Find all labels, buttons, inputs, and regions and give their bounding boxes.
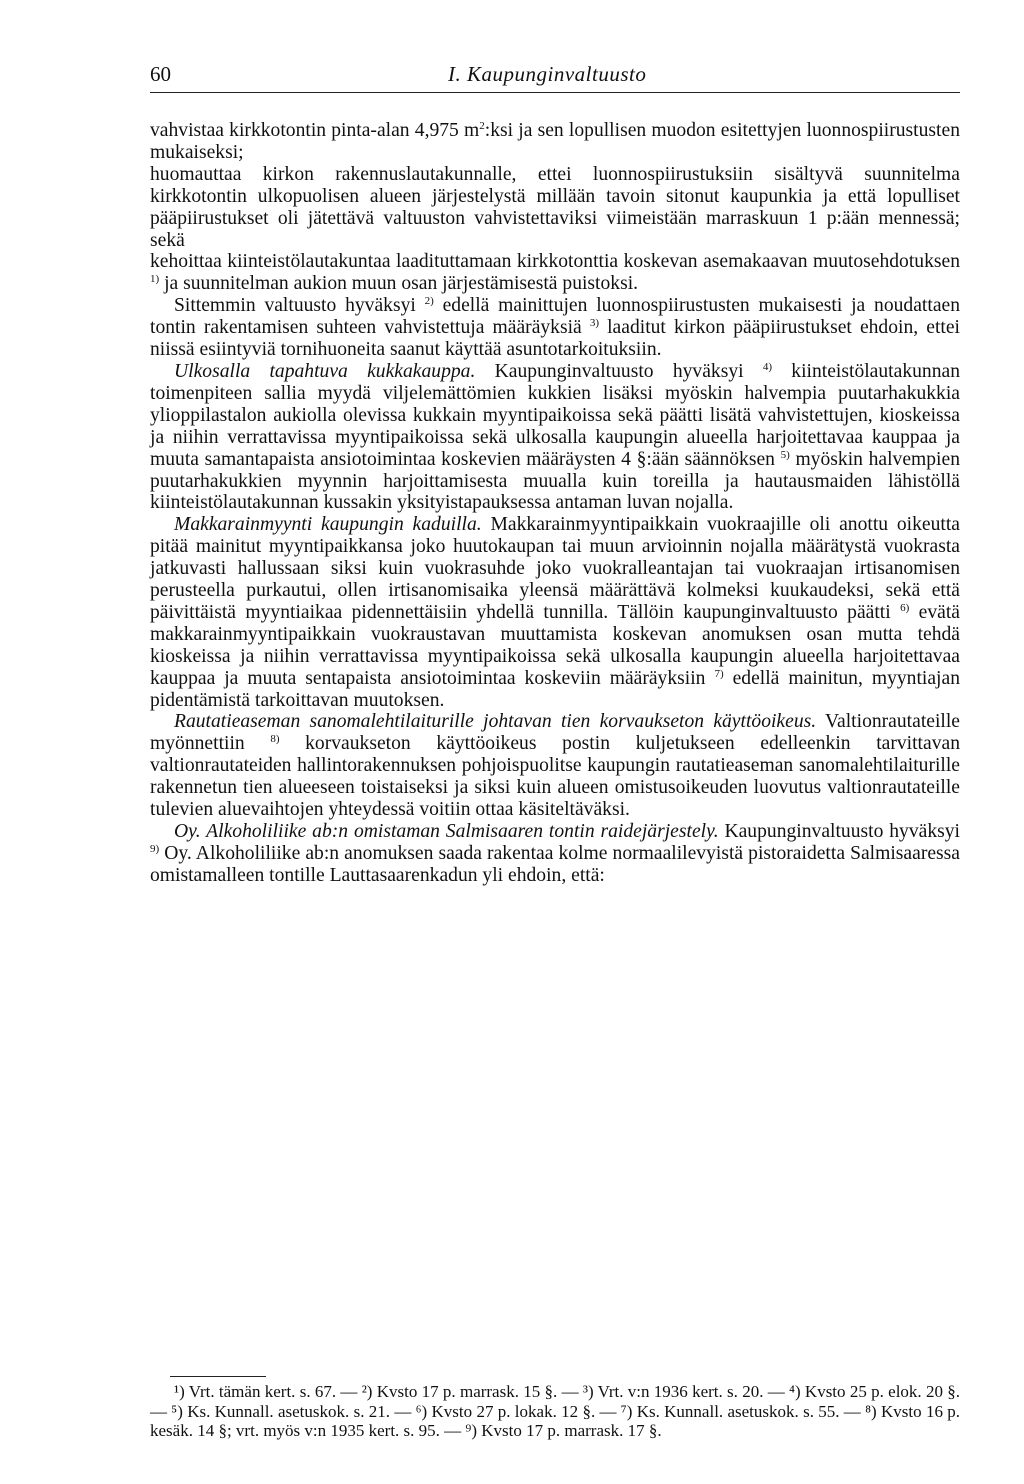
section-heading: Rautatieaseman sanomalehtilaiturille johtavan tien korvaukseton käyttöoikeus. — [174, 711, 817, 733]
document-page — [150, 58, 961, 1440]
footnote-ref: 9) — [150, 842, 160, 855]
footnote-ref: 1) — [150, 273, 160, 286]
footnote-ref: 2) — [424, 295, 434, 308]
footnote-ref: 7) — [714, 667, 724, 680]
footnote-ref: 5) — [780, 448, 790, 461]
footnotes — [150, 1382, 960, 1441]
paragraph-6: Makkarainmyynti kaupungin kaduilla. Makkarainmyyntipaikkain vuokraajille oli anottu oikeutta pitää mainitut myyntipaikkansa joko huutokaupan tai muun arvioinnin nojalla määrätystä vuokrasta jatkuvasti hallussaan siksi kuin vuokrasuhde joko vuokralleantajan tai vuokraajan irtisanomisen perusteella purkautui, ollen irtisanomisaika yleensä määrättävä kolmeksi kuukaudeksi, sekä että päivittäistä myyntiaikaa pidennettäisiin yhdellä tunnilla. Tällöin kaupunginvaltuusto päätti $^{6)}$ evätä makkarainmyyntipaikkain vuokraustavan muuttamista koskevan anomuksen osan mutta tehdä kioskeissa ja niihin verrattavissa myyntipaikoissa sekä ulkosalla kaupungin alueella harjoitettavaa kauppaa ja muuta sentapaista ansiotoimintaa koskeviin määräyksiin $^{7)}$ edellä mainitun, myyntiajan pidentämistä tarkoittavan muutoksen. — [150, 514, 960, 711]
page-number: 60 — [150, 62, 171, 86]
footnote-ref: 6) — [900, 601, 910, 614]
paragraph-1: vahvistaa kirkkotontin pinta-alan 4,975 $m^2:ksi$ ja sen lopullisen muodon esitettyjen luonnospiirustusten mukaiseksi; — [150, 120, 960, 163]
body-text — [150, 120, 960, 887]
paragraph-7: Rautatieaseman sanomalehtilaiturille johtavan tien korvaukseton käyttöoikeus. Valtionrautateille myönnettiin $^{8)}$ korvaukseton käyttöoikeus postin kuljetukseen edelleenkin tarvittavan valtionrautateiden hallintorakennuksen pohjoispuolitse kaupungin rautatieaseman sanomalehtilaiturille rakennetun tien alueeseen toistaiseksi ja siksi kuin alueen omistusoikeuden luovutus valtionrautateille tulevien aluevaihtojen yhteydessä voitiin ottaa käsiteltäväksi. — [150, 711, 960, 821]
paragraph-5: Ulkosalla tapahtuva kukkakauppa. Kaupunginvaltuusto hyväksyi $^{4)}$ kiinteistölautakunnan toimenpiteen sallia myydä viljelemättömien kukkien lisäksi myöskin halvempia puutarhakukkia ylioppilastalon aukiolla olevissa kukkain myyntipaikoissa sekä päätti lisätä vahvistettujen, kioskeissa ja niihin verrattavissa myyntipaikoissa sekä ulkosalla kaupungin alueella harjoitettavaa kauppaa ja muuta samantapaista ansiotoimintaa koskevien määräysten 4 §:ään säännöksen $^{5)}$ myöskin halvempien puutarhakukkien myynnin harjoittamisesta muualla kuin toreilla ja hautausmaiden lähistöllä kiinteistölautakunnan kussakin yksityistapauksessa antaman luvan nojalla. — [150, 360, 960, 514]
paragraph-3: kehoittaa kiinteistölautakuntaa laadituttamaan kirkkotonttia koskevan asemakaavan muutosehdotuksen $^{1)}$ ja suunnitelman aukion muun osan järjestämisestä puistoksi. — [150, 251, 960, 295]
page-header — [150, 58, 960, 90]
section-heading: Oy. Alkoholiliike ab:n omistaman Salmisaaren tontin raidejärjestely. — [174, 821, 719, 842]
paragraph-4: Sittemmin valtuusto hyväksyi $^{2)}$ edellä mainittujen luonnospiirustusten mukaisesti ja noudattaen tontin rakentamisen suhteen vahvistettuja määräyksiä $^{3)}$ laaditut kirkon pääpiirustukset ehdoin, ettei niissä esiintyviä tornihuoneita saanut käyttää asuntotarkoituksiin. — [150, 295, 961, 361]
footnote-ref: 4) — [762, 360, 773, 373]
footnote-ref: 3) — [589, 317, 600, 330]
footnote-rule — [170, 1376, 266, 1377]
paragraph-8: Oy. Alkoholiliike ab:n omistaman Salmisaaren tontin raidejärjestely. Kaupunginvaltuusto hyväksyi $^{9)}$ Oy. Alkoholiliike ab:n anomuksen saada rakentaa kolme normaalilevyistä pistoraidetta Salmisaaressa omistamalleen tontille Lauttasaarenkadun yli ehdoin, että: — [150, 821, 960, 886]
section-heading: Ulkosalla tapahtuva kukkakauppa. — [174, 360, 476, 382]
header-rule — [150, 92, 960, 93]
footnote-ref: 8) — [270, 733, 280, 746]
footnote-text: ¹) Vrt. tämän kert. s. 67. — ²) Kvsto 17 p. marrask. 15 §. — ³) Vrt. v:n 1936 kert. s. 20. — ⁴) Kvsto 25 p. elok. 20 §. — ⁵) Ks. Kunnall. asetuskok. s. 21. — ⁶) Kvsto 27 p. lokak. 12 §. — ⁷) Ks. Kunnall. asetuskok. s. 55. — ⁸) Kvsto 16 p. kesäk. 14 §; vrt. myös v:n 1935 kert. s. 95. — ⁹) Kvsto 17 p. marrask. 17 §. — [150, 1382, 960, 1440]
running-title: I. Kaupunginvaltuusto — [448, 62, 647, 86]
section-heading: Makkarainmyynti kaupungin kaduilla. — [174, 514, 482, 536]
paragraph-2: huomauttaa kirkon rakennuslautakunnalle, ettei luonnospiirustuksiin sisältyvä suunnitelma kirkkotontin ulkopuolisen alueen järjestelystä millään tavoin sitonut kaupunkia ja että lopulliset pääpiirustukset oli jätettävä valtuuston vahvistettaviksi viimeistään marraskuun 1 p:ään mennessä; sekä — [150, 163, 960, 251]
